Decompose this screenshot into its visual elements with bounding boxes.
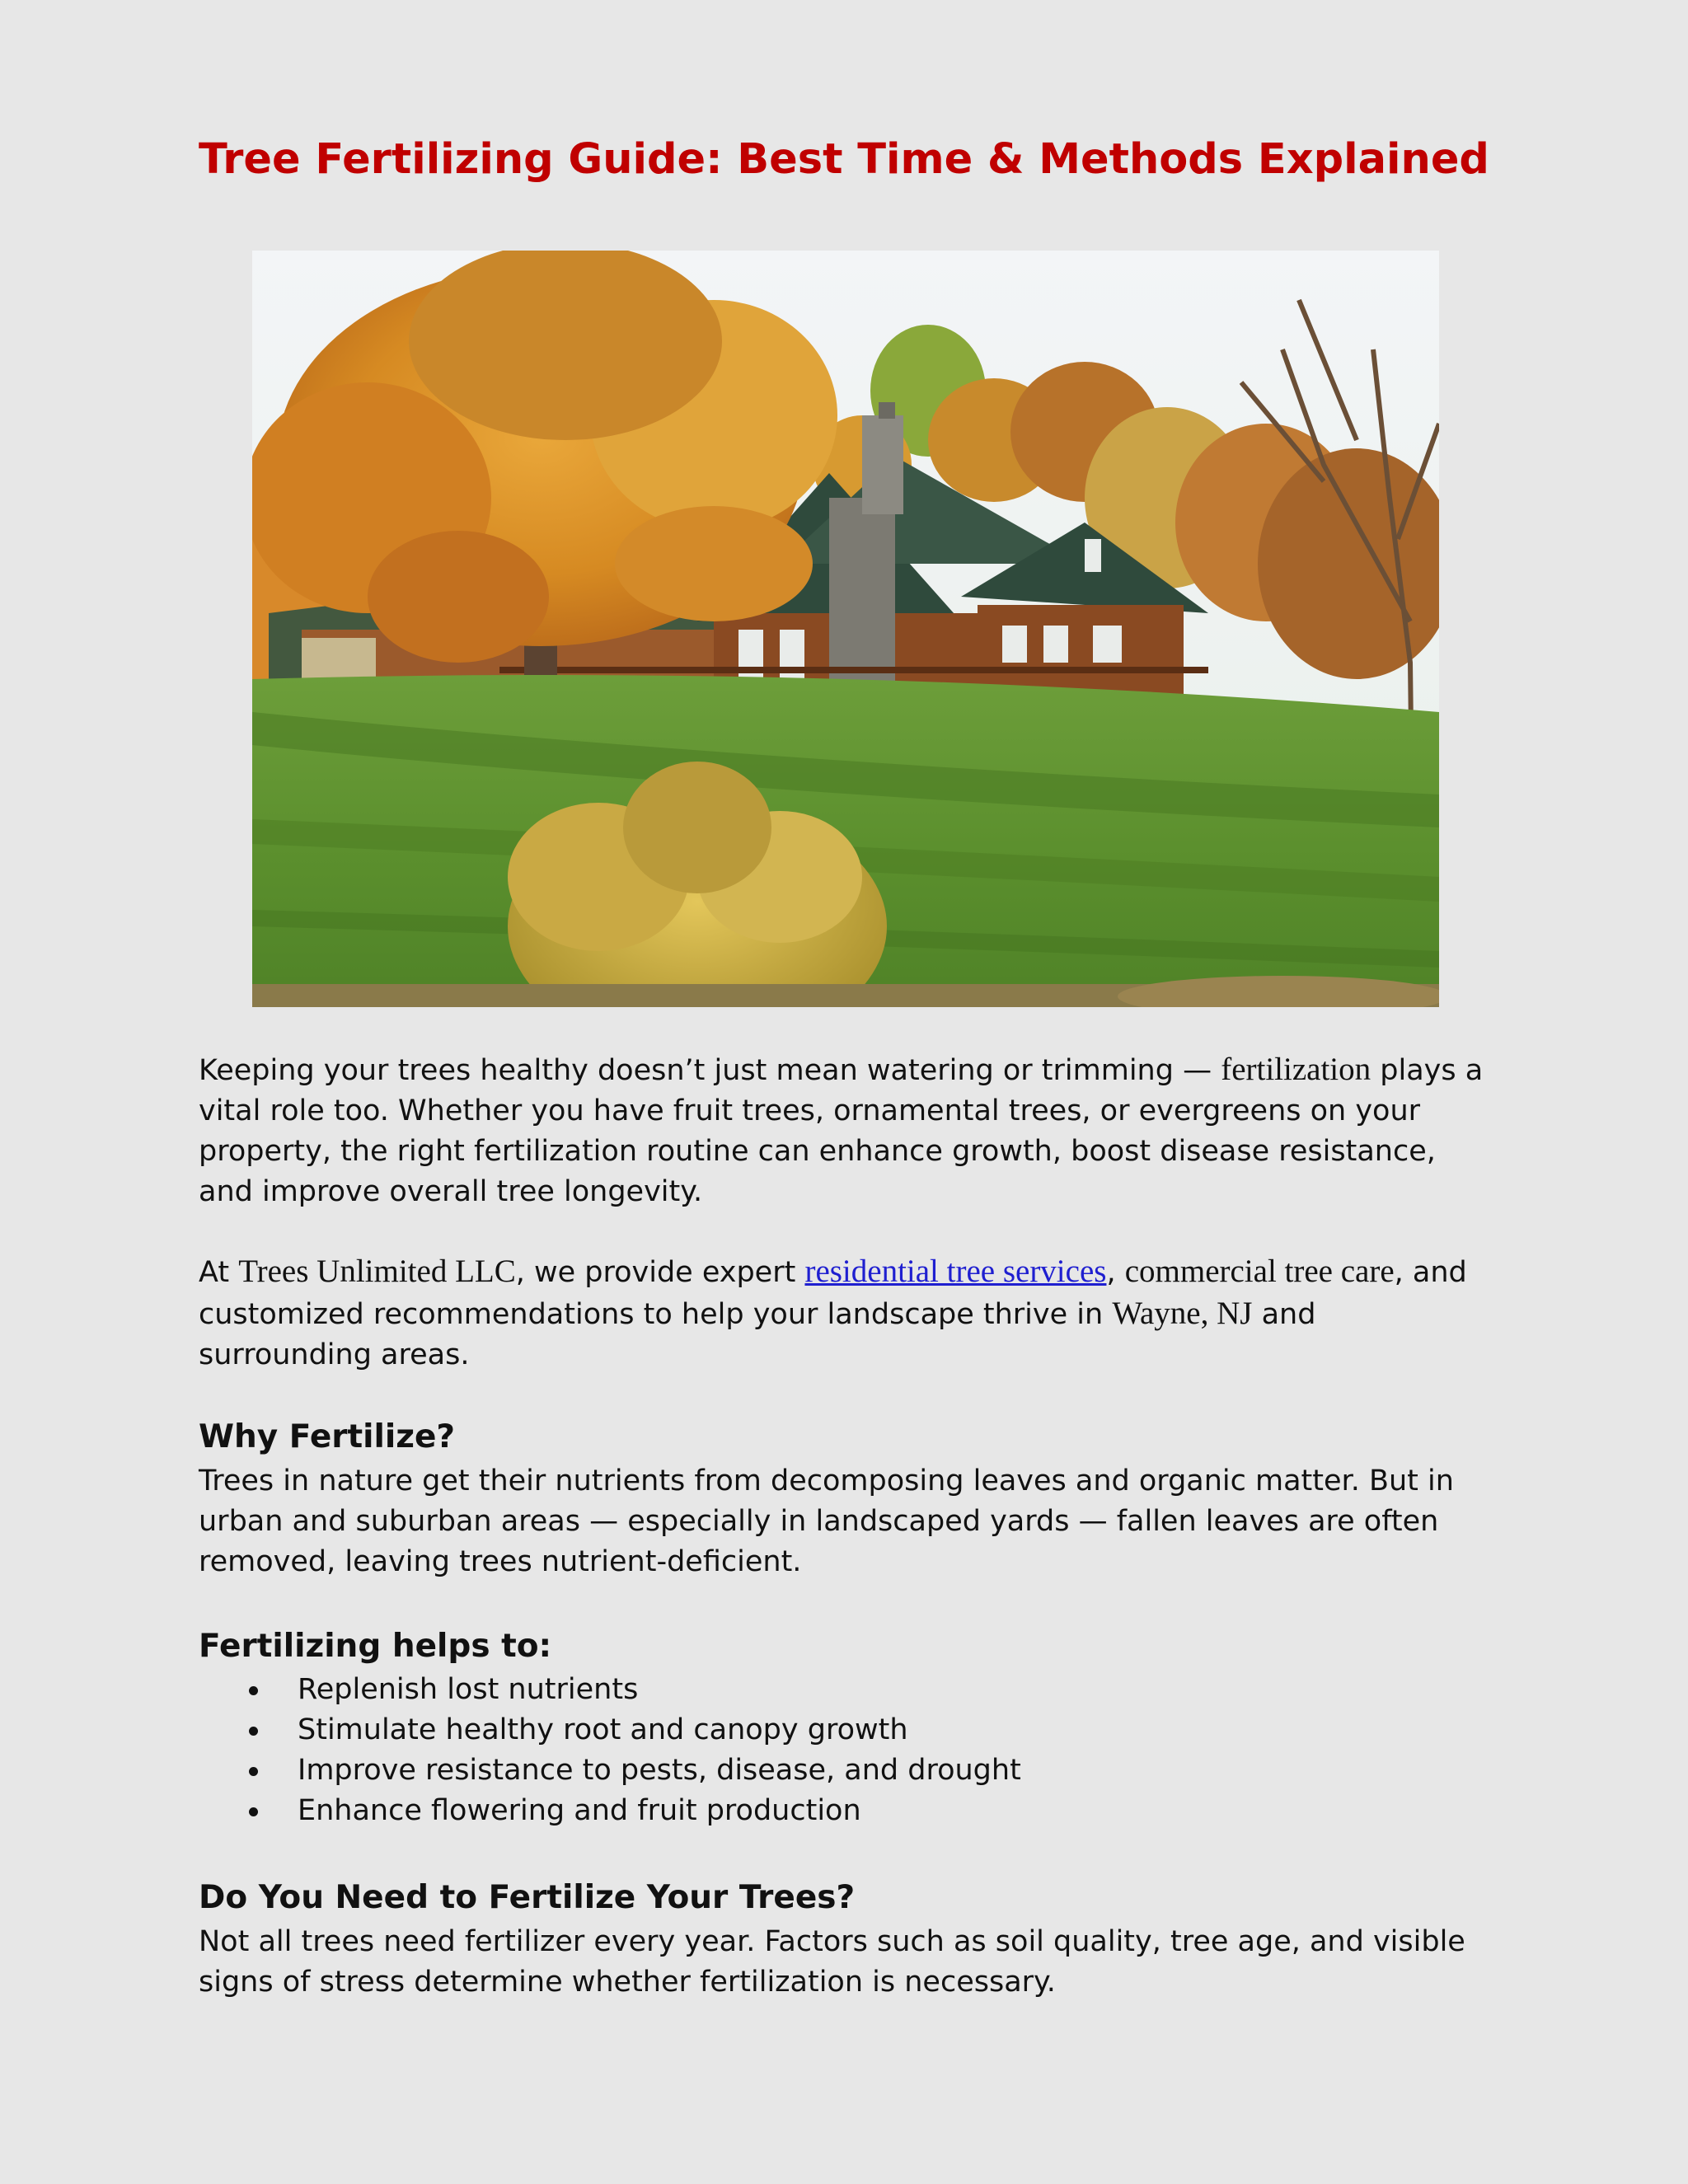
company-text-4: , and customized recommendations to help your landscape thrive in xyxy=(199,1256,1467,1331)
list-item-text: Improve resistance to pests, disease, and drought xyxy=(298,1754,1021,1787)
list-item xyxy=(247,1710,1401,1750)
company-paragraph xyxy=(199,1251,1484,1376)
location-text: Wayne, NJ xyxy=(1112,1296,1253,1331)
residential-tree-services-link[interactable]: residential tree services xyxy=(804,1254,1107,1289)
company-name: Trees Unlimited LLC xyxy=(238,1254,516,1289)
list-item xyxy=(247,1791,1401,1831)
why-fertilize-heading: Why Fertilize? xyxy=(199,1418,456,1455)
company-text-2: , we provide expert xyxy=(515,1256,805,1289)
need-fertilize-heading: Do You Need to Fertilize Your Trees? xyxy=(199,1879,856,1916)
need-fertilize-body: Not all trees need fertilizer every year. Factors such as soil quality, tree age, and visible signs of stress determine whether fertilization is necessary. xyxy=(199,1925,1465,1999)
hero-image xyxy=(252,251,1439,1007)
list-item xyxy=(247,1670,1401,1710)
hero-illustration xyxy=(252,251,1439,1007)
company-text-3: , xyxy=(1106,1256,1125,1289)
commercial-tree-care-text: commercial tree care xyxy=(1124,1254,1395,1289)
fertilizing-benefits-list xyxy=(247,1670,1401,1831)
fertilizing-helps-heading: Fertilizing helps to: xyxy=(199,1628,552,1665)
bullet-icon xyxy=(249,1767,258,1776)
list-item xyxy=(247,1750,1401,1791)
list-item-text: Enhance flowering and fruit production xyxy=(298,1794,861,1827)
list-item-text: Replenish lost nutrients xyxy=(298,1673,639,1706)
intro-paragraph xyxy=(199,1049,1484,1212)
intro-text-2: plays a vital role too. Whether you have fruit trees, ornamental trees, or evergreens on your property, the right fertilization routine can enhance growth, boost disease resistance, and improve overall tree longevity. xyxy=(199,1054,1484,1208)
page-title: Tree Fertilizing Guide: Best Time & Methods Explained xyxy=(199,135,1489,184)
list-item-text: Stimulate healthy root and canopy growth xyxy=(298,1713,908,1746)
intro-fertilization-term: fertilization xyxy=(1221,1052,1372,1087)
bullet-icon xyxy=(249,1807,258,1816)
intro-text-1: Keeping your trees healthy doesn’t just mean watering or trimming — xyxy=(199,1054,1221,1087)
bullet-icon xyxy=(249,1727,258,1736)
why-fertilize-body: Trees in nature get their nutrients from decomposing leaves and organic matter. But in urban and suburban areas — especially in landscaped yards — fallen leaves are often removed, leaving trees nutrient-deficient. xyxy=(199,1465,1454,1578)
company-text-1: At xyxy=(199,1256,239,1289)
bullet-icon xyxy=(249,1686,258,1695)
company-text-5: and surrounding areas. xyxy=(199,1298,1316,1371)
